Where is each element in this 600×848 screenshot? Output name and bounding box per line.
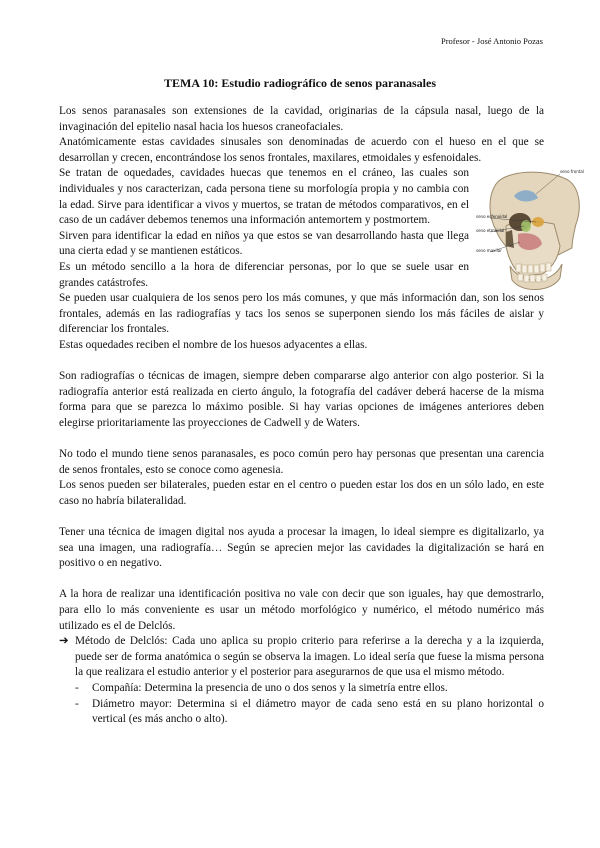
paragraph-7: Estas oquedades reciben el nombre de los huesos adyacentes a ellas. [59,338,368,351]
label-seno-esfenoidal: seno esfenoidal [476,214,508,219]
paragraph-12: A la hora de realizar una identificación positiva no vale con decir que son iguales, hay que demostrarlo, para ello lo más conveniente es usar un método morfológico y numérico, el método numérico más utilizado es el de Delclós. [59,588,544,632]
paragraph-2: Anatómicamente estas cavidades sinusales son denominadas de acuerdo con el hueso en el que se desarrollan y crecen, encontrándose los senos frontales, maxilares, etmoidales y esfenoidales. [59,136,544,164]
dash-bullet: - [75,681,79,694]
author-header: Profesor - José Antonio Pozas [441,36,543,46]
paragraph-8: Son radiografías o técnicas de imagen, siempre deben compararse algo anterior con algo posterior. Si la radiografía anterior está realizada en cierto ángulo, la fotografía del cadáver deberá hacerse de la misma forma para que se parezca lo máximo posible. Si hay varias opciones de imágenes anteriores deben elegirse prioritariamente las proyecciones de Cadwell y de Waters. [59,370,544,429]
skull-illustration [476,166,584,296]
sub-item-diametro [59,697,544,728]
document-body [59,104,544,728]
paragraph-6: Se pueden usar cualquiera de los senos pero los más comunes, y que más información dan, son los senos frontales, además en las radiografías y tacs los senos se superponen siendo los más fáciles de aislar y diferenciar los frontales. [59,292,544,336]
paragraph-9: No todo el mundo tiene senos paranasales, es poco común pero hay personas que presentan una carencia de senos frontales, esto se conoce como agenesia. [59,448,544,476]
arrow-bullet-icon: ➔ [59,635,69,648]
label-seno-frontal: seno frontal [560,169,584,174]
paragraph-10: Los senos pueden ser bilaterales, pueden estar en el centro o pueden estar los dos en un sólo lado, en este caso no habría bilateralidad. [59,479,544,507]
paragraph-1: Los senos paranasales son extensiones de la cavidad, originarias de la cápsula nasal, luego de la invaginación del epitelio nasal hacia los huesos craneofaciales. [59,105,544,133]
paragraph-11: Tener una técnica de imagen digital nos ayuda a procesar la imagen, lo ideal siempre es digitalizarlo, ya sea una imagen, una radiografía… Según se aprecien mejor las cavidades la digitalización se hará en positivo o en negativo. [59,526,544,570]
label-seno-maxilar: seno maxilar [476,248,502,253]
sub-item-text: Diámetro mayor: Determina si el diámetro mayor de cada seno está en su plano horizontal o vertical (es más ancho o alto). [92,697,544,726]
paragraph-5: Es un método sencillo a la hora de diferenciar personas, por lo que se suele usar en grandes catástrofes. [59,260,469,289]
label-seno-etmoidal: seno etmoidal [476,228,505,233]
bullet-text: Método de Delclós: Cada uno aplica su propio criterio para referirse a la derecha y a la izquierda, puede ser de forma anatómica o según se observa la imagen. Lo ideal sería que fuese la misma persona la que realizara el estudio anterior y el posterior para asegurarnos de que usa el mismo método. [75,635,544,679]
paragraph-4: Sirven para identificar la edad en niños ya que estos se van desarrollando hasta que llega una cierta edad y se mantienen estáticos. [59,229,469,258]
ethmoid-sinus-shape [521,220,531,232]
bullet-item [59,634,544,681]
paragraph-3: Se tratan de oquedades, cavidades huecas que tenemos en el cráneo, las cuales son individuales y nos caracterizan, cada persona tiene su morfología propia y no cambia con la edad. Sirve para identificar a vivos y muertos, se tratan de métodos comparativos, en el caso de un cadáver debemos tenemos una información antemortem y postmortem. [59,167,469,227]
sub-item-compania [59,681,544,697]
dash-bullet: - [75,697,79,710]
skull-sinus-diagram [476,166,584,296]
sub-item-text: Compañía: Determina la presencia de uno o dos senos y la simetría entre ellos. [92,681,448,694]
document-title: TEMA 10: Estudio radiográfico de senos paranasales [163,76,436,90]
